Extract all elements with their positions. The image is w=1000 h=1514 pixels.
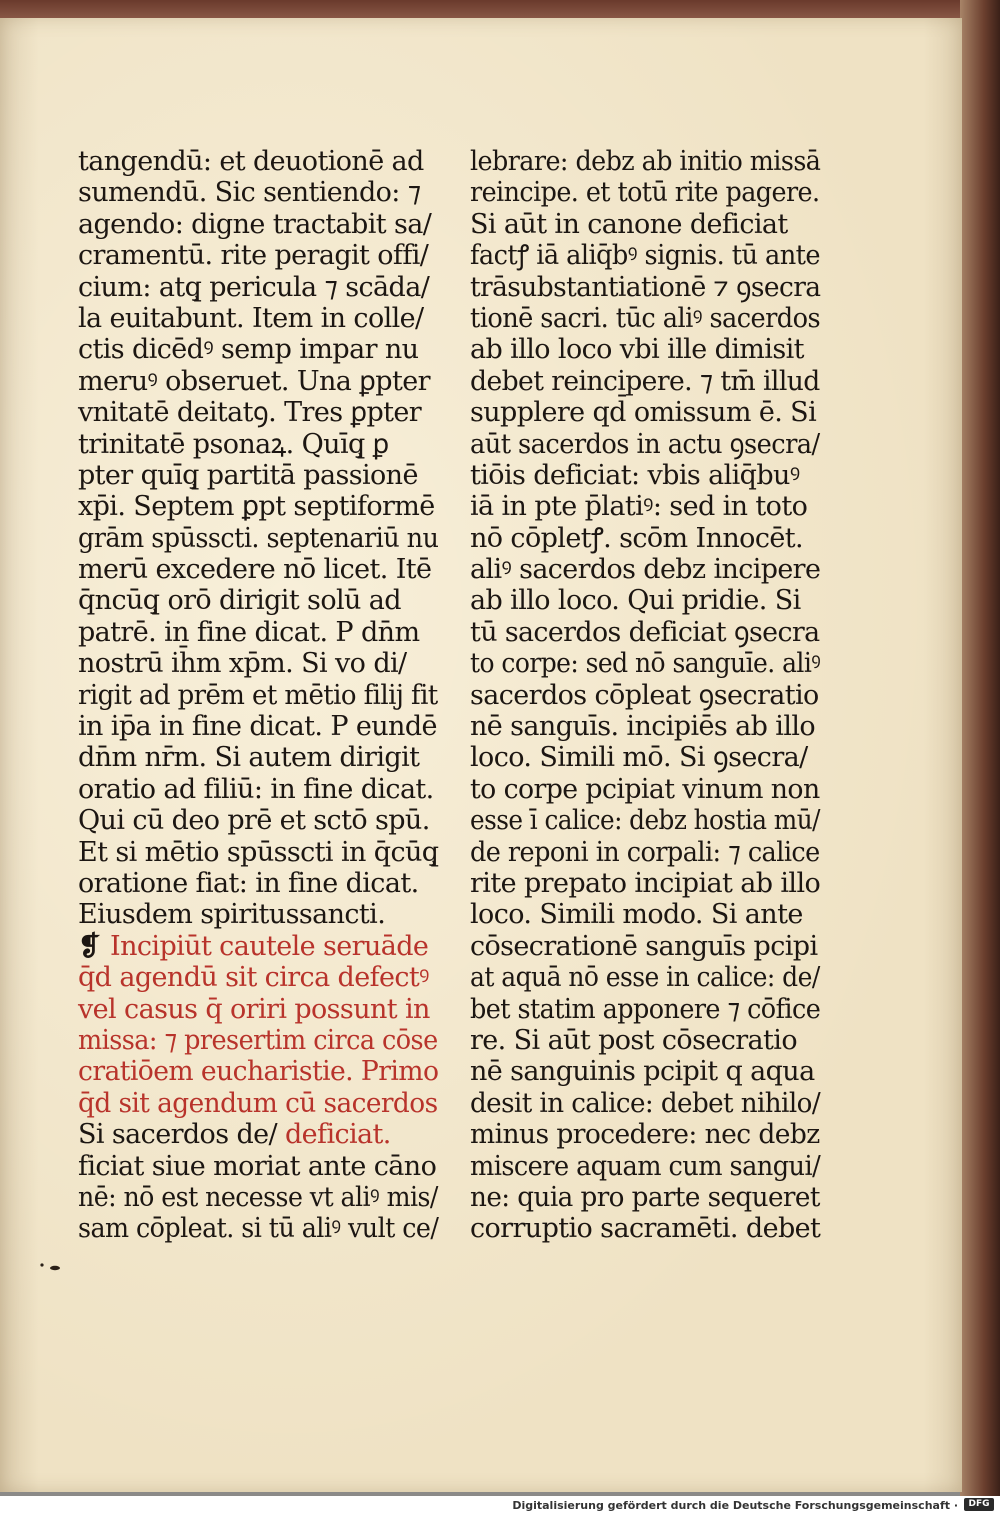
text-line: [78, 774, 438, 805]
line-text: rigit ad prēm et mētio filij fit: [78, 679, 438, 711]
rubric-text: q̄d agendū sit circa defectꝰ: [78, 962, 429, 994]
text-line: [78, 303, 438, 334]
line-text: nō cōpletꝭ. scōm Innocēt.: [470, 522, 803, 554]
text-line: [470, 460, 820, 491]
text-line: [470, 1150, 821, 1182]
line-text: cramentū. rite peragit offi/: [78, 240, 429, 272]
line-text: q̄ncūq̧ orō dirigit solū ad: [78, 585, 401, 617]
text-line: [470, 836, 820, 868]
line-text: at aquā nō esse in calice: de/: [470, 962, 820, 994]
line-text: trinitatē psonaꝝ. Quīq̧ ꝑ: [78, 428, 389, 460]
text-line: [470, 742, 820, 773]
left-text-column: [78, 146, 438, 1245]
text-line: [78, 1119, 438, 1150]
line-text: loco. Simili modo. Si ante: [470, 899, 803, 931]
line-text: to corpe pcipiat vinum non: [470, 773, 820, 805]
text-line: [470, 805, 820, 837]
text-line: [78, 334, 438, 365]
text-line: [78, 931, 438, 962]
line-text: bet statim apponere ⁊ cōfice: [470, 993, 821, 1025]
text-line: [78, 522, 439, 554]
rubric-text: Incipiūt cautele seruāde: [110, 930, 429, 962]
ink-spot: [38, 1262, 62, 1272]
line-text: loco. Simili mō. Si ꝯsecra/: [470, 742, 808, 774]
pilcrow-mark: ❡: [78, 930, 101, 962]
line-text: ab illo loco vbi ille dimisit: [470, 334, 804, 366]
text-line: [470, 1087, 821, 1119]
text-line: [78, 962, 438, 993]
rubric-text: deficiat.: [285, 1119, 391, 1151]
text-line: [78, 742, 438, 773]
line-text: factꝭ iā aliq̄bꝰ signis. tū ante: [470, 240, 820, 272]
line-text: tū sacerdos deficiat ꝯsecra: [470, 616, 820, 648]
rubric-text: cratiōem eucharistie. Primo: [78, 1056, 439, 1088]
line-text: supplere qd̄ omissum ē. Si: [470, 397, 817, 429]
text-line: [470, 177, 820, 209]
line-text: Si aūt in canone deficiat: [470, 208, 788, 240]
text-line: [78, 272, 438, 303]
line-text: meruꝰ obseruet. Una ꝑpter: [78, 365, 430, 397]
line-text: pter quīq̧ partitā passionē: [78, 459, 418, 491]
text-line: [78, 146, 438, 177]
text-line: [78, 1087, 438, 1119]
line-text: grām spūsscti. septenariū nu: [78, 522, 439, 554]
line-text: Eiusdem spiritussancti.: [78, 899, 386, 931]
line-text: miscere aquam cum sangui/: [470, 1150, 821, 1182]
text-line: [78, 209, 438, 240]
line-text: merū excedere nō licet. Itē: [78, 554, 432, 586]
line-text: la euitabunt. Item in colle/: [78, 302, 424, 334]
line-text: nē sanguinis pcipit q aqua: [470, 1056, 815, 1088]
line-text: rite prepato incipiat ab illo: [470, 867, 821, 899]
line-text: xp̄i. Septem ꝑpt septiformē: [78, 491, 435, 523]
text-line: [78, 1151, 438, 1182]
text-line: [470, 711, 820, 742]
line-text: sacerdos cōpleat ꝯsecratio: [470, 679, 819, 711]
line-text: lebrare: debz ab initio missā: [470, 146, 821, 177]
text-line: [470, 962, 820, 994]
text-line: [470, 523, 820, 554]
line-text: reincipe. et totū rite pagere.: [470, 177, 820, 209]
line-text: esse ī calice: debz hostia mū/: [470, 805, 820, 837]
line-text: cōsecrationē sanguīs pcipi: [470, 930, 818, 962]
line-text: dn̄m nr̄m. Si autem dirigit: [78, 742, 420, 774]
text-line: [470, 1181, 820, 1213]
text-line: [470, 146, 821, 177]
line-text: sumendū. Sic sentiendo: ⁊: [78, 177, 421, 209]
text-line: [470, 1213, 820, 1244]
line-text: oratione fiat: in fine dicat.: [78, 867, 419, 899]
text-line: [78, 1181, 438, 1213]
text-line: [470, 680, 820, 711]
line-text: agendo: digne tractabit sa/: [78, 208, 432, 240]
rubric-text: vel casus q̄ oriri possunt in: [78, 993, 430, 1025]
text-line: [78, 397, 438, 428]
book-top-edge: [0, 0, 1000, 20]
line-text: tiōis deficiat: vbis aliq̄buꝰ: [470, 459, 800, 491]
text-line: [78, 240, 438, 271]
text-line: [470, 585, 820, 616]
text-line: [78, 460, 438, 491]
manuscript-page: [0, 18, 962, 1492]
text-line: [470, 302, 821, 334]
text-line: [78, 1024, 438, 1056]
line-text: cium: atq̧ pericula ⁊ scāda/: [78, 271, 430, 303]
text-line: [470, 365, 820, 397]
dfg-logo: DFG: [964, 1498, 994, 1511]
line-text: ne: quia pro parte sequeret: [470, 1181, 820, 1213]
line-text: trāsubstantiationē ⁊ ꝯsecra: [470, 271, 821, 303]
text-line: [78, 1213, 439, 1245]
text-line: [470, 931, 820, 962]
text-line: [78, 868, 438, 899]
text-line: [470, 209, 820, 240]
line-text: ab illo loco. Qui pridie. Si: [470, 585, 801, 617]
line-text: desit in calice: debet nihilo/: [470, 1087, 821, 1119]
line-text: corruptio sacramēti. debet: [470, 1213, 821, 1245]
text-line: [470, 648, 821, 680]
line-text: vnitatē deitatꝯ. Tres ꝑpter: [78, 397, 422, 429]
text-line: [470, 271, 821, 303]
line-text: tionē sacri. tūc aliꝰ sacerdos: [470, 302, 821, 334]
text-line: [470, 491, 820, 522]
text-line: [78, 177, 438, 208]
text-line: [78, 585, 438, 616]
line-text: re. Si aūt post cōsecratio: [470, 1024, 797, 1056]
text-line: [470, 428, 820, 460]
text-line: [78, 837, 438, 868]
line-text: Et si mētio spūsscti in q̄cūq̧: [78, 836, 439, 868]
line-text: ficiat siue moriat ante cāno: [78, 1150, 437, 1182]
line-text: nostrū ih̄m xp̄m. Si vo di/: [78, 648, 407, 680]
text-line: [470, 868, 820, 899]
text-line: [78, 366, 438, 397]
rubric-text: q̄d sit agendum cū sacerdos: [78, 1087, 438, 1119]
line-text: to corpe: sed nō sanguīe. aliꝰ: [470, 648, 821, 680]
line-text: nē: nō est necesse vt aliꝰ mis/: [78, 1181, 438, 1213]
line-text: nē sanguīs. incipiēs ab illo: [470, 711, 816, 743]
line-text: aūt sacerdos in actu ꝯsecra/: [470, 428, 820, 460]
text-line: [78, 491, 438, 522]
line-text: Qui cū deo prē et sctō spū.: [78, 805, 430, 837]
text-line: [78, 805, 438, 836]
line-text: iā in pte p̄latiꝰ: sed in toto: [470, 491, 808, 523]
book-right-edge: [960, 0, 1000, 1496]
text-line: [470, 397, 820, 428]
text-line: [78, 711, 438, 742]
text-line: [470, 1025, 820, 1056]
text-line: [470, 240, 820, 272]
line-text: aliꝰ sacerdos debz incipere: [470, 554, 821, 586]
text-line: [78, 679, 438, 711]
line-text: patrē. in fine dicat. P dn̄m: [78, 616, 420, 648]
line-text: in ip̄a in fine dicat. P eundē: [78, 711, 437, 743]
line-text: ctis dicēdꝰ semp impar nu: [78, 334, 419, 366]
right-text-column: [470, 146, 820, 1245]
text-line: [78, 554, 438, 585]
text-line: [470, 617, 818, 648]
text-line: [78, 899, 438, 930]
text-line: [78, 648, 438, 679]
text-line: [78, 429, 438, 460]
text-line: [78, 994, 438, 1025]
line-text: debet reincipere. ⁊ tm̄ illud: [470, 365, 820, 397]
line-text: Si sacerdos de/: [78, 1119, 278, 1151]
line-text: de reponi in corpali: ⁊ calice: [470, 836, 820, 868]
text-line: [470, 1119, 820, 1151]
rubric-text: missa: ⁊ presertim circa cōse: [78, 1024, 438, 1056]
text-line: [78, 1056, 439, 1088]
text-line: [470, 1056, 820, 1087]
text-line: [470, 899, 820, 930]
text-line: [78, 617, 438, 648]
text-line: [470, 773, 820, 805]
footer-credit: Digitalisierung gefördert durch die Deutsche Forschungsgemeinschaft ·: [512, 1499, 958, 1512]
text-line: [470, 554, 819, 585]
text-line: [470, 334, 820, 365]
line-text: minus procedere: nec debz: [470, 1119, 820, 1151]
line-text: oratio ad filiū: in fine dicat.: [78, 773, 434, 805]
line-text: tangendū: et deuotionē ad: [78, 146, 424, 177]
line-text: sam cōpleat. si tū aliꝰ vult ce/: [78, 1213, 439, 1245]
text-line: [470, 993, 821, 1025]
